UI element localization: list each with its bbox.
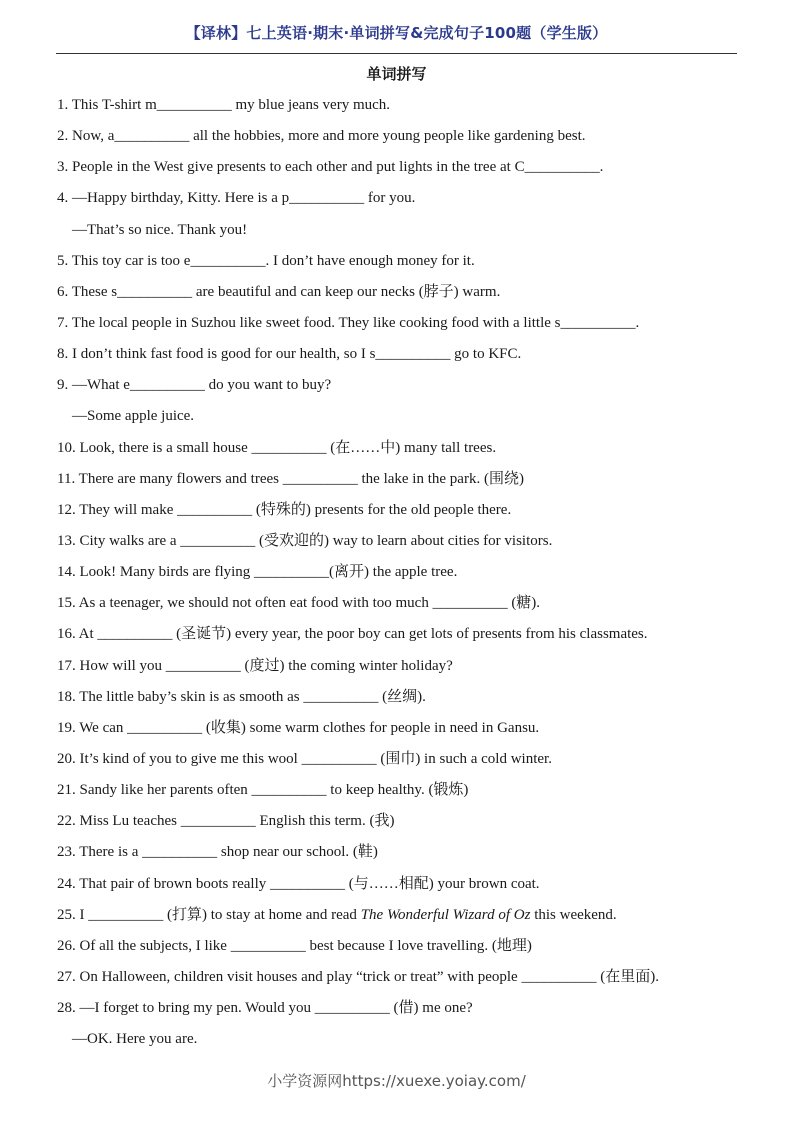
question-list [57,90,757,1055]
question-text: 1. This T-shirt m__________ my blue jeans very much. [57,97,391,113]
question-text: 20. It’s kind of you to give me this wool __________ (围巾) in such a cold winter. [57,750,552,767]
question-text: 22. Miss Lu teaches __________ English this term. (我) [57,813,395,830]
question-line [57,308,757,339]
question-text: 12. They will make __________ (特殊的) presents for the old people there. [57,501,512,518]
page-footer: 小学资源网https://xuexe.yoiay.com/ [267,1072,526,1090]
question-line [57,1024,757,1055]
question-text: 5. This toy car is too e__________. I don’t have enough money for it. [57,252,475,269]
question-line [57,557,757,588]
question-text: 6. These s__________ are beautiful and can keep our necks (脖子) warm. [57,283,501,300]
question-text: 8. I don’t think fast food is good for our health, so I s__________ go to KFC. [57,346,522,363]
question-text: 14. Look! Many birds are flying __________(离开) the apple tree. [57,564,458,581]
header-divider [56,53,737,54]
question-line [57,713,757,744]
question-line [57,651,757,682]
question-line [57,246,757,277]
question-text: —Some apple juice. [72,408,195,425]
question-text: 24. That pair of brown boots really __________ (与……相配) your brown coat. [57,875,540,892]
question-text: 11. There are many flowers and trees __________ the lake in the park. (围绕) [57,470,524,487]
question-line [57,869,757,900]
question-line [57,744,757,775]
question-text: 15. As a teenager, we should not often eat food with too much __________ (糖). [57,595,541,612]
question-line [57,900,757,931]
question-text: 21. Sandy like her parents often __________ to keep healthy. (锻炼) [57,782,469,799]
question-text: 18. The little baby’s skin is as smooth as __________ (丝绸). [57,688,426,705]
question-line [57,277,757,308]
question-line [57,370,757,401]
question-text: 26. Of all the subjects, I like __________ best because I love travelling. (地理) [57,937,532,954]
question-line [57,526,757,557]
question-text: 28. —I forget to bring my pen. Would you __________ (借) me one? [57,1000,473,1017]
question-text: 16. At __________ (圣诞节) every year, the poor boy can get lots of presents from his classmates. [57,626,648,643]
section-title: 单词拼写 [366,65,427,83]
question-line [57,806,757,837]
question-line [57,931,757,962]
question-line [57,495,757,526]
question-text: 4. —Happy birthday, Kitty. Here is a p__________ for you. [57,190,416,207]
question-line [57,775,757,806]
question-line [57,588,757,619]
question-line [57,837,757,868]
question-line [57,121,757,152]
question-text: 19. We can __________ (收集) some warm clothes for people in need in Gansu. [57,719,540,736]
question-line [57,682,757,713]
question-text: 17. How will you __________ (度过) the coming winter holiday? [57,657,453,674]
question-line [57,993,757,1024]
question-text: 25. I __________ (打算) to stay at home and read [57,906,361,923]
question-line [57,464,757,495]
question-line [57,183,757,214]
question-line [57,433,757,464]
document-header-title: 【译林】七上英语·期末·单词拼写&完成句子100题（学生版） [185,24,608,42]
question-text: 10. Look, there is a small house __________ (在……中) many tall trees. [57,439,497,456]
question-line [57,619,757,650]
question-line [57,962,757,993]
question-line [57,215,757,246]
question-text: 23. There is a __________ shop near our school. (鞋) [57,844,378,861]
question-line [57,152,757,183]
question-line [57,90,757,121]
question-text: 27. On Halloween, children visit houses and play “trick or treat” with people __________ (在里面). [57,968,659,985]
question-text: 7. The local people in Suzhou like sweet food. They like cooking food with a little s__________. [57,314,640,331]
question-text: —OK. Here you are. [72,1031,198,1048]
question-text: 2. Now, a__________ all the hobbies, more and more young people like gardening best. [57,128,586,145]
book-title: The Wonderful Wizard of Oz [360,906,531,923]
question-text: 3. People in the West give presents to each other and put lights in the tree at C__________. [57,159,604,176]
question-line [57,339,757,370]
question-line [57,401,757,432]
question-text: —That’s so nice. Thank you! [72,221,248,238]
question-text-tail: this weekend. [530,906,617,923]
question-text: 13. City walks are a __________ (受欢迎的) way to learn about cities for visitors. [57,532,553,549]
question-text: 9. —What e__________ do you want to buy? [57,377,332,394]
